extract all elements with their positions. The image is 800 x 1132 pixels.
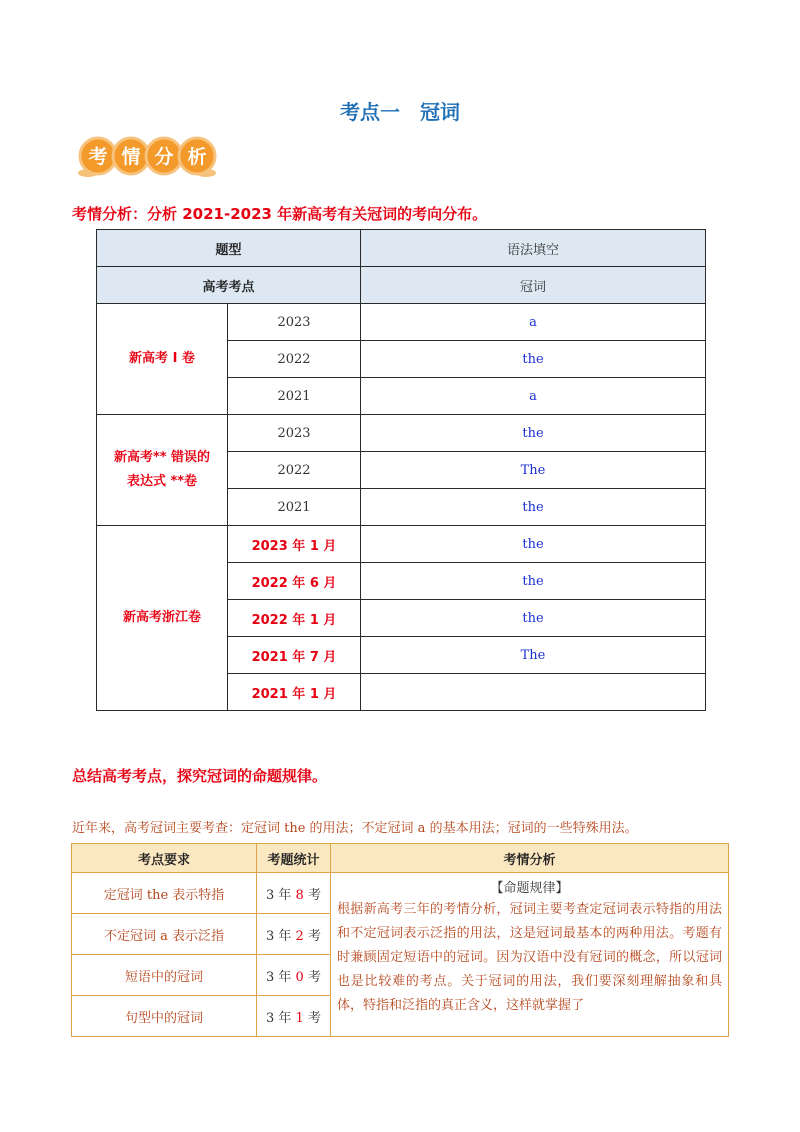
exam-distribution-table bbox=[96, 229, 706, 711]
answer-cell: The bbox=[361, 452, 706, 489]
table-row bbox=[97, 415, 706, 452]
table-row bbox=[97, 304, 706, 341]
badge-char: 析 bbox=[187, 146, 207, 168]
exam-analysis-table bbox=[71, 843, 729, 1037]
year-cell: 2021 年 1 月 bbox=[228, 674, 361, 711]
section-heading-analysis: 考情分析：分析 2021-2023 年新高考有关冠词的考向分布。 bbox=[72, 205, 488, 223]
section-badge bbox=[74, 134, 220, 180]
stat-suffix: 考 bbox=[307, 887, 321, 903]
stat-number: 8 bbox=[295, 887, 304, 903]
year-cell: 2022 年 1 月 bbox=[228, 600, 361, 637]
page-title: 考点一 冠词 bbox=[340, 100, 460, 124]
header-value: 语法填空 bbox=[361, 230, 706, 267]
header-label: 题型 bbox=[97, 230, 361, 267]
answer-cell: The bbox=[361, 637, 706, 674]
answer-cell: a bbox=[361, 378, 706, 415]
stat-prefix: 3 年 bbox=[266, 1010, 292, 1026]
answer-cell: the bbox=[361, 489, 706, 526]
stat-prefix: 3 年 bbox=[266, 928, 292, 944]
group-name: 新高考 I 卷 bbox=[97, 304, 228, 415]
table-row bbox=[72, 873, 729, 914]
stat-number: 2 bbox=[295, 928, 304, 944]
column-header: 考点要求 bbox=[72, 844, 257, 873]
column-header: 考情分析 bbox=[331, 844, 729, 873]
requirement-cell: 短语中的冠词 bbox=[72, 955, 257, 996]
year-cell: 2023 bbox=[228, 304, 361, 341]
group-name: 新高考浙江卷 bbox=[97, 526, 228, 711]
answer-cell bbox=[361, 674, 706, 711]
table-header-row bbox=[97, 230, 706, 267]
stat-prefix: 3 年 bbox=[266, 887, 292, 903]
group-name-line: 表达式 **卷 bbox=[126, 474, 198, 489]
requirement-cell: 不定冠词 a 表示泛指 bbox=[72, 914, 257, 955]
year-cell: 2021 bbox=[228, 489, 361, 526]
year-cell: 2022 年 6 月 bbox=[228, 563, 361, 600]
stat-suffix: 考 bbox=[307, 969, 321, 985]
year-cell: 2023 bbox=[228, 415, 361, 452]
badge-char: 分 bbox=[154, 146, 174, 168]
stat-suffix: 考 bbox=[307, 1010, 321, 1026]
rule-title: 【命题规律】 bbox=[490, 881, 569, 896]
badge-char: 考 bbox=[88, 146, 108, 168]
answer-cell: the bbox=[361, 563, 706, 600]
requirement-cell: 句型中的冠词 bbox=[72, 996, 257, 1037]
year-cell: 2023 年 1 月 bbox=[228, 526, 361, 563]
stat-cell bbox=[257, 914, 331, 955]
rule-body: 根据新高考三年的考情分析，冠词主要考查定冠词表示特指的用法和不定冠词表示泛指的用法，这是冠词最基本的两种用法。考题有时兼顾固定短语中的冠词。因为汉语中没有冠词的概念，所以冠词也是比较难的考点。关于冠词的用法，我们要深刻理解抽象和具体，特指和泛指的真正含义，这样就掌握了 bbox=[337, 902, 722, 1013]
stat-cell bbox=[257, 996, 331, 1037]
year-cell: 2022 bbox=[228, 341, 361, 378]
year-cell: 2021 年 7 月 bbox=[228, 637, 361, 674]
year-cell: 2022 bbox=[228, 452, 361, 489]
requirement-cell: 定冠词 the 表示特指 bbox=[72, 873, 257, 914]
year-cell: 2021 bbox=[228, 378, 361, 415]
stat-cell bbox=[257, 955, 331, 996]
table-header-row bbox=[97, 267, 706, 304]
analysis-cell bbox=[331, 873, 729, 1037]
badge-char: 情 bbox=[121, 146, 141, 168]
answer-cell: the bbox=[361, 600, 706, 637]
column-header: 考题统计 bbox=[257, 844, 331, 873]
table-row bbox=[97, 526, 706, 563]
stat-number: 0 bbox=[295, 969, 304, 985]
header-value: 冠词 bbox=[361, 267, 706, 304]
group-name bbox=[97, 415, 228, 526]
answer-cell: the bbox=[361, 415, 706, 452]
group-name-line: 新高考** 错误的 bbox=[113, 450, 211, 465]
table-header-row bbox=[72, 844, 729, 873]
stat-prefix: 3 年 bbox=[266, 969, 292, 985]
stat-number: 1 bbox=[295, 1010, 304, 1026]
answer-cell: a bbox=[361, 304, 706, 341]
intro-text: 近年来，高考冠词主要考查：定冠词 the 的用法；不定冠词 a 的基本用法；冠词的一些特殊用法。 bbox=[72, 821, 638, 836]
header-label: 高考考点 bbox=[97, 267, 361, 304]
answer-cell: the bbox=[361, 526, 706, 563]
stat-cell bbox=[257, 873, 331, 914]
section-heading-summary: 总结高考考点，探究冠词的命题规律。 bbox=[72, 767, 328, 785]
stat-suffix: 考 bbox=[307, 928, 321, 944]
answer-cell: the bbox=[361, 341, 706, 378]
